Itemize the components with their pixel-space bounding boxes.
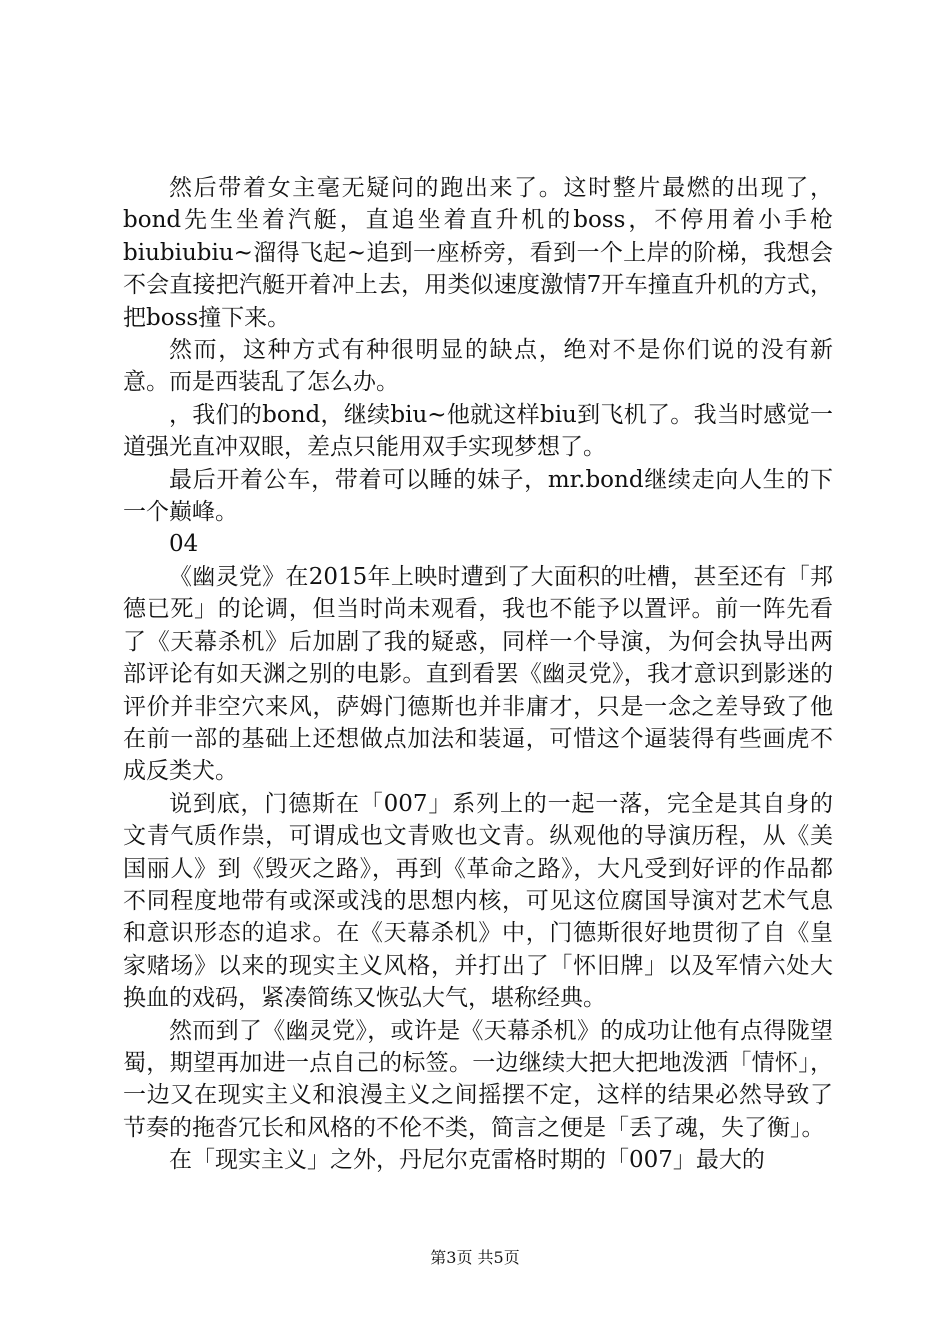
section-number: 04 [169, 531, 199, 558]
paragraph: ，我们的bond，继续biu~他就这样biu到飞机了。我当时感觉一道强光直冲双眼，差点只能用双手实现梦想了。 [123, 401, 833, 461]
paragraph: 说到底，门德斯在「007」系列上的一起一落，完全是其自身的文青气质作祟，可谓成也文青败也文青。纵观他的导演历程，从《美国丽人》到《毁灭之路》，再到《革命之路》，大凡受到好评的作品都不同程度地带有或深或浅的思想内核，可见这位腐国导演对艺术气息和意识形态的追求。在《天幕杀机》中，门德斯很好地贯彻了自《皇家赌场》以来的现实主义风格，并打出了「怀旧牌」以及军情六处大换血的戏码，紧凑简练又恢弘大气，堪称经典。 [123, 790, 833, 1012]
paragraph: 最后开着公车，带着可以睡的妹子，mr.bond继续走向人生的下一个巅峰。 [123, 466, 833, 526]
paragraph: 然后带着女主毫无疑问的跑出来了。这时整片最燃的出现了，bond先生坐着汽艇，直追坐着直升机的boss，不停用着小手枪biubiubiu~溜得飞起~追到一座桥旁，看到一个上岸的阶梯，我想会不会直接把汽艇开着冲上去，用类似速度激情7开车撞直升机的方式，把boss撞下来。 [123, 175, 833, 331]
paragraph: 然而，这种方式有种很明显的缺点，绝对不是你们说的没有新意。而是西装乱了怎么办。 [123, 337, 833, 396]
paragraph: 在「现实主义」之外，丹尼尔克雷格时期的「007」最大的 [169, 1147, 765, 1174]
document-body [123, 172, 833, 1177]
paragraph: 然而到了《幽灵党》，或许是《天幕杀机》的成功让他有点得陇望蜀，期望再加进一点自己的标签。一边继续大把大把地泼洒「情怀」，一边又在现实主义和浪漫主义之间摇摆不定，这样的结果必然导致了节奏的拖沓冗长和风格的不伦不类，简言之便是「丢了魂，失了衡」。 [123, 1017, 833, 1141]
page-footer: 第3页 共5页 [430, 1248, 520, 1267]
paragraph: 《幽灵党》在2015年上映时遭到了大面积的吐槽，甚至还有「邦德已死」的论调，但当时尚未观看，我也不能予以置评。前一阵先看了《天幕杀机》后加剧了我的疑惑，同样一个导演，为何会执导出两部评论有如天渊之别的电影。直到看罢《幽灵党》，我才意识到影迷的评价并非空穴来风，萨姆门德斯也并非庸才，只是一念之差导致了他在前一部的基础上还想做点加法和装逼，可惜这个逼装得有些画虎不成反类犬。 [123, 563, 833, 785]
